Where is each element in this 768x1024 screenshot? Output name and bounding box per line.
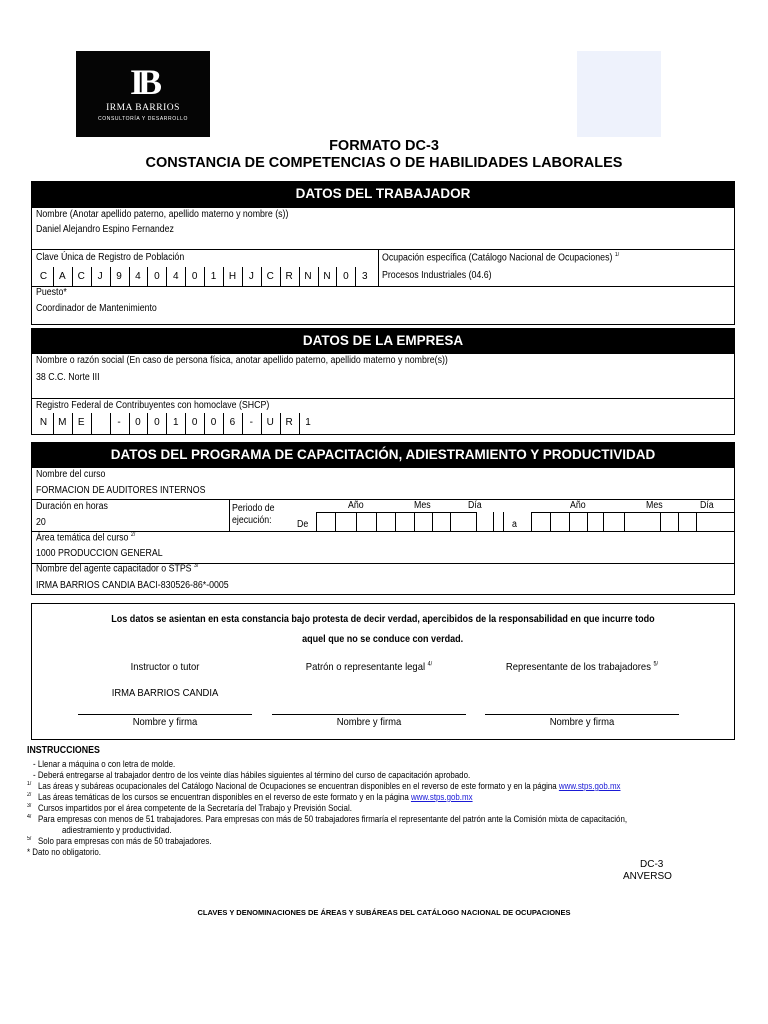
date-grid-divider: [356, 512, 357, 531]
form-title: FORMATO DC-3: [329, 138, 439, 154]
date-grid-divider: [603, 512, 604, 531]
rfc-char: M: [58, 417, 67, 428]
from-month-label: Mes: [414, 500, 431, 511]
curp-divider: [336, 267, 337, 286]
to-day-label: Día: [700, 500, 714, 511]
date-grid-divider: [414, 512, 415, 531]
instructor-label: Instructor o tutor: [130, 661, 200, 673]
curp-char: C: [266, 271, 274, 282]
rfc-char: E: [77, 417, 85, 428]
date-grid-divider: [531, 512, 532, 531]
catalog-title: CLAVES Y DENOMINACIONES DE ÁREAS Y SUBÁREAS DEL CATÁLOGO NACIONAL DE OCUPACIONES: [197, 908, 571, 917]
rfc-char: U: [266, 417, 274, 428]
rfc-divider: [299, 413, 300, 435]
curp-char: 4: [135, 271, 141, 282]
curp-divider: [261, 267, 262, 286]
company-logo: [76, 51, 210, 137]
curp-divider: [204, 267, 205, 286]
curp-divider: [53, 267, 54, 286]
to-year-label: Año: [570, 500, 586, 511]
date-grid-divider: [450, 512, 451, 531]
position-value: Coordinador de Mantenimiento: [36, 303, 157, 314]
rfc-divider: [72, 413, 73, 435]
curp-char: J: [248, 271, 254, 282]
to-label: a: [512, 519, 517, 530]
date-grid-divider: [476, 512, 477, 531]
curp-char: N: [323, 271, 331, 282]
rfc-char: 1: [172, 417, 179, 428]
logo-name: IRMA BARRIOS: [106, 103, 180, 113]
instructor-name: IRMA BARRIOS CANDIA: [111, 687, 219, 699]
rfc-label: Registro Federal de Contribuyentes con homoclave (SHCP): [36, 400, 270, 411]
curp-divider: [280, 267, 281, 286]
workers-rep-label: Representante de los trabajadores $^{5/}$: [505, 661, 659, 673]
date-grid-rule: [531, 512, 735, 513]
footer-code: DC-3: [640, 859, 664, 870]
curp-char: 3: [361, 271, 368, 282]
form-subtitle: CONSTANCIA DE COMPETENCIAS O DE HABILIDADES LABORALES: [145, 155, 623, 171]
instructor-signature-line[interactable]: [78, 714, 252, 715]
curp-char: 1: [210, 271, 217, 282]
date-grid-divider: [624, 512, 625, 531]
curp-divider: [299, 267, 300, 286]
rfc-divider: [242, 413, 243, 435]
curp-char: 4: [172, 271, 179, 282]
stps-link-2[interactable]: www.stps.gob.mx: [410, 792, 473, 802]
curp-char: C: [39, 271, 48, 282]
position-label: Puesto*: [36, 287, 67, 298]
note-5: $^{5/}$ Solo para empresas con más de 50 trabajadores.: [27, 836, 212, 846]
curp-label: Clave Única de Registro de Población: [36, 252, 185, 263]
note-4: $^{4/}$ Para empresas con menos de 51 trabajadores. Para empresas con más de 50 trabajadores firmaría el representante del patrón ante la Comisión mixta de capacitación,: [27, 814, 628, 824]
curp-char: N: [304, 271, 312, 282]
curp-divider: [147, 267, 148, 286]
curp-divider: [185, 267, 186, 286]
rfc-char: 0: [210, 417, 217, 428]
period-label-2: ejecución:: [232, 515, 272, 526]
duration-value: 20: [36, 517, 46, 528]
company-name-label: Nombre o razón social (En caso de persona física, anotar apellido paterno, apellido materno y nombre(s)): [36, 355, 448, 366]
duration-label: Duración en horas: [36, 501, 108, 512]
curp-char: 0: [191, 271, 198, 282]
from-day-label: Día: [468, 500, 482, 511]
stps-link-1[interactable]: www.stps.gob.mx: [558, 781, 621, 791]
curp-divider: [129, 267, 130, 286]
curp-char: C: [77, 271, 85, 282]
rfc-char: -: [117, 417, 121, 428]
date-grid-divider: [587, 512, 588, 531]
logo-monogram: IB: [129, 62, 157, 102]
employer-signature-line[interactable]: [272, 714, 466, 715]
rfc-divider: [261, 413, 262, 435]
rfc-divider: [147, 413, 148, 435]
agent-value: IRMA BARRIOS CANDIA BACI-830526-86*-0005: [36, 580, 229, 591]
curp-char: 0: [154, 271, 160, 282]
note-3: $^{3/}$ Cursos impartidos por el área competente de la Secretaría del Trabajo y Previsión Social.: [27, 803, 352, 813]
occupation-value: Procesos Industriales (04.6): [382, 270, 492, 281]
curp-char: 9: [116, 271, 122, 282]
curp-divider: [223, 267, 224, 286]
rfc-char: 0: [154, 417, 160, 428]
rfc-char: -: [249, 417, 254, 428]
date-grid-divider: [432, 512, 433, 531]
curp-char: A: [59, 271, 66, 282]
curp-divider: [166, 267, 167, 286]
date-grid-divider: [569, 512, 570, 531]
date-grid-divider: [696, 512, 697, 531]
date-grid-divider: [550, 512, 551, 531]
to-month-label: Mes: [646, 500, 663, 511]
note-1: $^{1/}$ Las áreas y subáreas ocupacionales del Catálogo Nacional de Ocupaciones se encuentran disponibles en el reverso de este formato y en la página www.stps.gob.mx: [27, 781, 621, 791]
curp-char: H: [228, 271, 237, 282]
curp-divider: [355, 267, 356, 286]
period-label: Periodo de: [232, 503, 275, 514]
course-value: FORMACION DE AUDITORES INTERNOS: [36, 485, 206, 496]
worker-name-value: Daniel Alejandro Espino Fernandez: [36, 224, 174, 235]
date-grid-rule: [316, 512, 476, 513]
company-name-value: 38 C.C. Norte III: [36, 372, 100, 383]
curp-divider: [72, 267, 73, 286]
date-grid-divider: [493, 512, 494, 531]
course-label: Nombre del curso: [36, 469, 106, 480]
worker-section-header: DATOS DEL TRABAJADOR: [31, 181, 735, 207]
date-grid-divider: [376, 512, 377, 531]
area-value: 1000 PRODUCCION GENERAL: [36, 548, 163, 559]
rfc-char: R: [285, 417, 293, 428]
date-grid-divider: [316, 512, 317, 531]
area-label: Área temática del curso $^{2/}$: [36, 532, 136, 544]
curp-divider: [91, 267, 92, 286]
rfc-divider: [129, 413, 130, 435]
curp-char: 0: [343, 271, 349, 282]
note-optional: * Dato no obligatorio.: [27, 847, 101, 857]
curp-char: J: [97, 271, 103, 282]
rfc-divider: [185, 413, 186, 435]
note-4-continued: adiestramiento y productividad.: [62, 825, 172, 835]
curp-divider: [318, 267, 319, 286]
instruction-item-2: - Deberá entregarse al trabajador dentro de los veinte días hábiles siguientes al término del curso de capacitación aprobado.: [33, 770, 471, 780]
date-grid-divider: [503, 512, 504, 531]
workers-sign-caption: Nombre y firma: [549, 716, 615, 728]
rfc-divider: [223, 413, 224, 435]
rfc-char: N: [39, 417, 48, 428]
from-year-label: Año: [348, 500, 364, 511]
date-grid-divider: [395, 512, 396, 531]
program-section-header: DATOS DEL PROGRAMA DE CAPACITACIÓN, ADIESTRAMIENTO Y PRODUCTIVIDAD: [31, 442, 735, 467]
worker-name-label: Nombre (Anotar apellido paterno, apellido materno y nombre (s)): [36, 209, 289, 220]
curp-divider: [242, 267, 243, 286]
footer-side: ANVERSO: [623, 871, 672, 882]
photo-placeholder: [577, 51, 661, 137]
rfc-divider: [204, 413, 205, 435]
agent-label: Nombre del agente capacitador o STPS $^{3/}$: [36, 563, 199, 575]
occupation-label: Ocupación específica (Catálogo Nacional de Ocupaciones) $^{1/}$: [382, 252, 620, 264]
rfc-divider: [166, 413, 167, 435]
instruction-item-1: - Llenar a máquina o con letra de molde.: [33, 759, 176, 769]
rfc-char: 0: [191, 417, 198, 428]
declaration-line-2: aquel que no se conduce con verdad.: [302, 633, 464, 645]
logo-tagline: CONSULTORÍA Y DESARROLLO: [98, 116, 188, 122]
instructions-title: INSTRUCCIONES: [27, 745, 100, 756]
note-2: $^{2/}$ Las áreas temáticas de los cursos se encuentran disponibles en el reverso de este formato y en la página www.stps.gob.mx: [27, 792, 473, 802]
rfc-char: 6: [229, 417, 236, 428]
curp-char: R: [285, 271, 293, 282]
employer-sign-caption: Nombre y firma: [336, 716, 402, 728]
rfc-divider: [110, 413, 111, 435]
curp-divider: [110, 267, 111, 286]
rfc-char: 1: [305, 417, 311, 428]
from-label: De: [297, 519, 309, 530]
date-grid-divider: [660, 512, 661, 531]
rfc-divider: [280, 413, 281, 435]
rfc-divider: [91, 413, 92, 435]
company-section-header: DATOS DE LA EMPRESA: [31, 328, 735, 353]
employer-label: Patrón o representante legal $^{4/}$: [305, 661, 433, 673]
workers-signature-line[interactable]: [485, 714, 679, 715]
date-grid-divider: [678, 512, 679, 531]
declaration-line-1: Los datos se asientan en esta constancia bajo protesta de decir verdad, apercibidos de la responsabilidad en que incurre todo: [111, 613, 655, 625]
instructor-sign-caption: Nombre y firma: [132, 716, 198, 728]
rfc-divider: [53, 413, 54, 435]
rfc-char: 0: [135, 417, 141, 428]
date-grid-divider: [335, 512, 336, 531]
